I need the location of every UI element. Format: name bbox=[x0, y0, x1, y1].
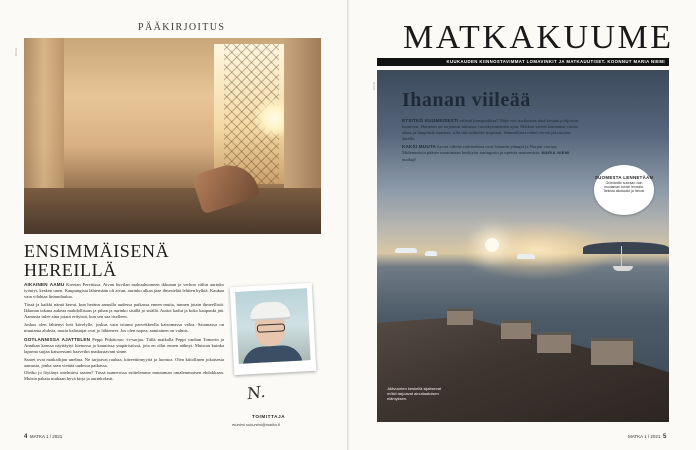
editor-email[interactable]: etunimi.sukunimi@matka.fi bbox=[232, 422, 280, 427]
cabin bbox=[447, 308, 473, 325]
sailboat bbox=[613, 266, 633, 271]
hero-photo-window bbox=[24, 38, 321, 234]
portrait-cap bbox=[250, 301, 291, 321]
iceberg bbox=[517, 254, 535, 259]
photo-credit-left: KUVA bbox=[14, 48, 18, 56]
article-intro bbox=[402, 118, 582, 165]
cabin bbox=[537, 332, 571, 353]
intro-link[interactable]: matkafi bbox=[402, 156, 416, 162]
article-headline: Ihanan viileää bbox=[402, 89, 531, 111]
headline-line-1: ENSIMMÄISENÄ bbox=[24, 241, 170, 261]
cabin bbox=[591, 338, 633, 365]
callout-title: SUOMESTA LENNETÄÄN bbox=[594, 175, 654, 180]
editorial-headline bbox=[24, 242, 169, 280]
author-portrait bbox=[235, 288, 311, 364]
editorial-body bbox=[24, 282, 224, 384]
section-label: PÄÄKIRJOITUS bbox=[138, 22, 226, 33]
iceberg bbox=[425, 251, 437, 256]
magazine-section-title: MATKAKUUME bbox=[403, 19, 674, 56]
distant-island bbox=[583, 242, 669, 254]
editor-title: TOIMITTAJA bbox=[252, 414, 286, 419]
body-paragraph: Oletko jo löytänyt unelmiesi saaren? Tässä numerossa esittelemme muutaman omalemmaisen ehdokkaan. Muista pakata mukaan hyvä kirja ja aurinkolasit. bbox=[24, 370, 224, 382]
body-paragraph: AIKAINEN AAMU Kreetan Perettissa. Aivan huvilan makuuhuoneen ikkunan ja verhon väliin aurinko työntyi, kesken unen. Kaupungista lähtemään oli aivan, aurinko alkaa jäae ilmestelää lehtien kylkiä. Kaukaa vain vilahtaa linnunlaulua. bbox=[24, 282, 224, 300]
cabin bbox=[501, 320, 531, 339]
intro-byline: MARIA NIEMI bbox=[541, 151, 570, 156]
portrait-shirt bbox=[242, 345, 303, 364]
midnight-sun bbox=[485, 238, 499, 252]
body-paragraph: Joskus olen lähtenyt heti kävelylle, joskus vain istunut parvekkeella katsomassa valoa. Satamassa on muutama aluksia, mutta kalastajat ovat jo lähteneet. Jos olen nopea, aamiainen on valmis. bbox=[24, 321, 224, 333]
editor-signature: N. bbox=[245, 381, 267, 404]
body-paragraph: Tässä ja kaikki nämä kerrat, kun heränn aamulla uudessa paikassa ennen muita, tunnen jotain ihmeellistä. Ikkunan takana aukeaa mahdollisuus ja pihan ja aurinko sisällä jo sisällä. Autiot kadut ja koko kaupunki jää. Aamusta tulee aina jotain erityistä, kun sen saa itselleen. bbox=[24, 301, 224, 319]
iceberg bbox=[395, 248, 417, 253]
body-paragraph: Saaret ovat matkailijan unelma. Ne tarjoavat rauhaa, kiireettömyyttä ja luontoa. Olen kiitollinen jokaisesta aamusta, jonka saan viettää uudessa paikassa. bbox=[24, 356, 224, 368]
callout-body: Grönlantiin suoraan vain muutaman tunnin lennolla. Tarkista aikataulut ja hinnat. bbox=[603, 181, 645, 193]
intro-paragraph: KAKSI MUUTA hyvää viileää vaihtoehtoa ovat Islannin ylängöt ja Norjan vuonot. Molemmissa pääsee nauttimaan keskiyön auringosta ja upeista maisemista. MARIA NIEMI matkafi bbox=[402, 144, 570, 162]
section-strapline: KUUKAUDEN KIINNOSTAVIMMAT LOMAVINKIT JA MATKAUUTISET. KOONNUT MARIA NIEMI bbox=[377, 58, 669, 66]
intro-paragraph: ETSITKÖ KUUMEISESTI viileää lomapaikkaa? Näin voit matkustaa tänä kesänä pohjoisen luontoon. Huttinen on tarjonnut luksusta vuosikymmenten ajan. Matkaa varten kannattaa varata aikaa ja lämpimät vaatteet, sillä sää vaihtelee nopeasti. Säännölliset retket vievät jäävuorten äärelle. bbox=[402, 118, 579, 142]
folio-left: 4 MATKA 1 / 2021 bbox=[24, 434, 63, 440]
author-portrait-card bbox=[230, 283, 316, 375]
body-paragraph: GOTLANNISSA AJATTELEN Peppi Pitkätossu -tv-sarjaa. Tällä matkalla Peppi vanhan Tomerin ja Annikan kanssa näyttäytyi hienossa ja kauniissa ympäristössä, jota en ollut ennen nähnyt. Muistan kuinka lapsena sarjaa katsoessani haaveilin matkustavani sinne. bbox=[24, 336, 224, 354]
folio-right: MATKA 1 / 2021 5 bbox=[628, 434, 667, 440]
bed bbox=[24, 188, 321, 234]
photo-caption: Jäävuorten keskellä sijaitsevat mökit tarjoavat ainutlaatuisen elämyksen. bbox=[387, 386, 442, 401]
flight-callout-badge bbox=[594, 165, 654, 215]
portrait-glasses bbox=[257, 323, 285, 332]
boat-mast bbox=[621, 246, 622, 267]
headline-line-2: HEREILLÄ bbox=[24, 260, 117, 280]
photo-credit-right: KUVA bbox=[372, 82, 376, 90]
